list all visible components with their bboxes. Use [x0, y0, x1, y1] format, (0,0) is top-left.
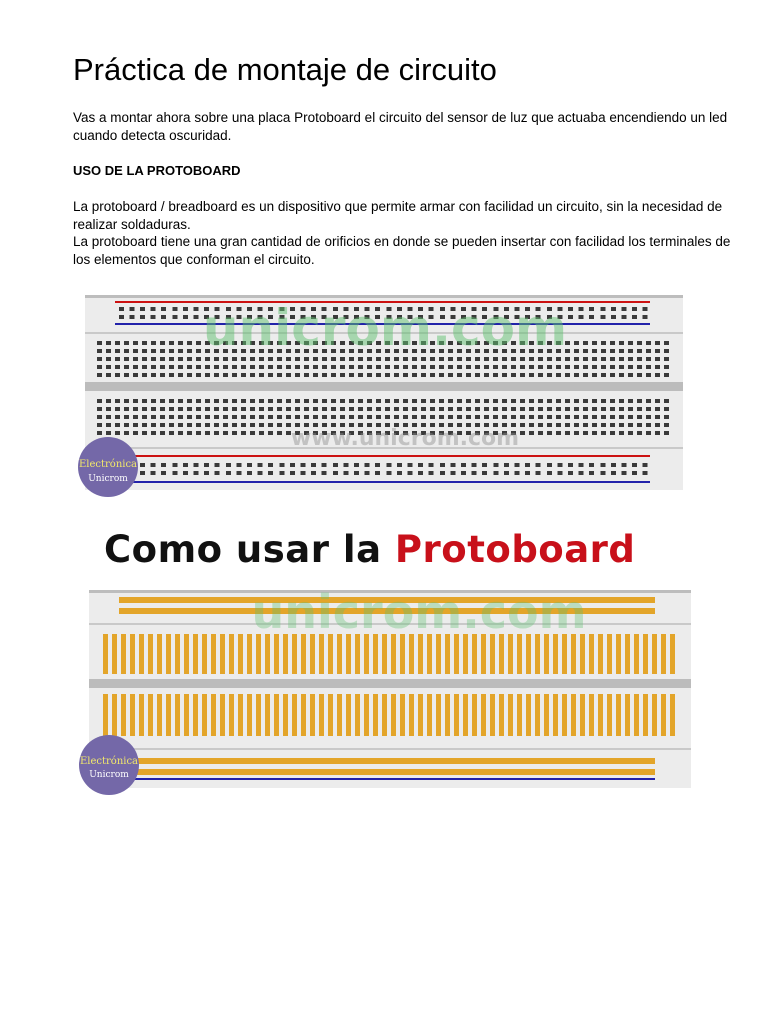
section-heading: USO DE LA PROTOBOARD [73, 163, 241, 178]
protoboard-description-paragraph: La protoboard / breadboard es un dispositivo que permite armar con facilidad un circuito, sin la necesidad de realizar soldaduras. [73, 199, 723, 232]
banner-highlight: Protoboard [394, 528, 636, 571]
unicrom-logo [78, 437, 138, 497]
bottom-red-rail [115, 455, 650, 457]
bottom-rail-strip-1 [119, 758, 655, 764]
bottom-blue-rail [115, 481, 650, 483]
bottom-rail-strip-2 [119, 769, 655, 775]
unicrom-logo [79, 735, 139, 795]
center-channel [85, 382, 683, 391]
watermark-top: unicrom.com [202, 299, 568, 357]
breadboard-image [78, 295, 683, 490]
logo-line-1: Electrónica [78, 459, 138, 470]
banner-title [104, 528, 635, 571]
logo-line-1: Electrónica [79, 756, 139, 767]
breadboard-connections-image [79, 585, 691, 788]
watermark: unicrom.com [251, 585, 587, 639]
logo-line-2: Unicrom [88, 474, 128, 484]
watermark-bottom: www.unicrom.com [290, 426, 520, 451]
intro-paragraph: Vas a montar ahora sobre una placa Protoboard el circuito del sensor de luz que actuaba encendiendo un led cuando detecta oscuridad. [73, 110, 728, 143]
page-title: Práctica de montaje de circuito [73, 52, 497, 87]
center-channel [89, 679, 691, 688]
banner-prefix: Como usar la [104, 528, 395, 571]
logo-line-2: Unicrom [89, 770, 129, 780]
protoboard-holes-paragraph: La protoboard tiene una gran cantidad de orificios en donde se pueden insertar con facilidad los terminales de los elementos que conforman el circuito. [73, 234, 731, 267]
